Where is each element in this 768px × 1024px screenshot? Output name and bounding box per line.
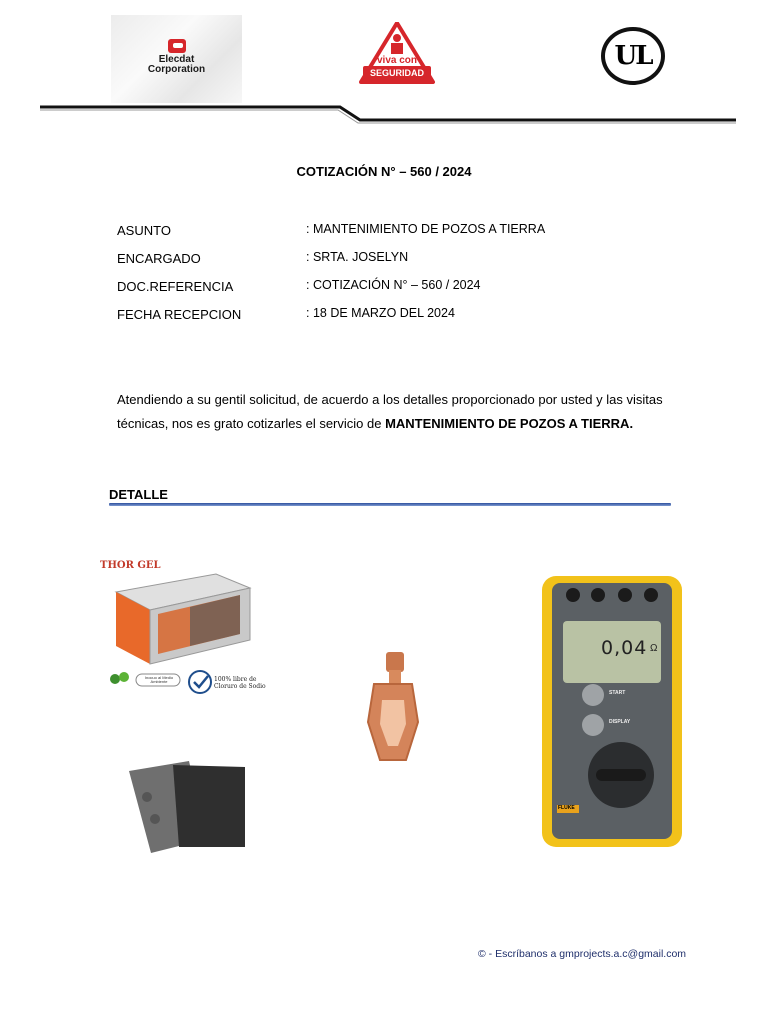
intro-paragraph — [117, 388, 677, 436]
elecdat-logo-line2: Corporation — [147, 64, 206, 75]
ul-logo-text: UL — [614, 41, 652, 71]
elecdat-logo-line1: Elecdat — [158, 54, 195, 65]
safety-logo-line1: viva con — [376, 55, 418, 66]
copper-clamp-image — [360, 650, 426, 770]
field-label-doc-referencia: DOC.REFERENCIA — [117, 279, 234, 294]
elecdat-logo — [111, 15, 242, 103]
field-value-fecha-recepcion: : 18 DE MARZO DEL 2024 — [306, 306, 455, 320]
meter-start-label: START — [609, 690, 626, 696]
header-divider — [40, 104, 740, 128]
section-underline — [109, 503, 671, 506]
sandpaper-icon — [125, 757, 249, 855]
safety-logo-line2: SEGURIDAD — [363, 66, 431, 80]
meter-unit: Ω — [650, 643, 658, 654]
copper-clamp-icon — [360, 650, 426, 770]
field-value-asunto: : MANTENIMIENTO DE POZOS A TIERRA — [306, 222, 546, 236]
intro-text: Atendiendo a su gentil solicitud, de acuerdo a los detalles proporcionado por usted y las visitas técnicas, nos es grato cotizarles el servicio de — [117, 392, 663, 431]
field-label-fecha-recepcion: FECHA RECEPCION — [117, 307, 242, 322]
thorgel-brand: THOR GEL — [100, 560, 161, 571]
meter-brand: FLUKE — [558, 805, 575, 811]
thorgel-badge-cloruro: 100% libre de Cloruro de Sodio — [214, 676, 266, 690]
field-value-encargado: : SRTA. JOSELYN — [306, 250, 409, 264]
section-title-detalle: DETALLE — [109, 487, 168, 502]
sandpaper-image — [125, 757, 249, 855]
fluke-meter-image — [541, 575, 683, 848]
field-value-doc-referencia: : COTIZACIÓN N° – 560 / 2024 — [306, 278, 481, 292]
meter-display-label: DISPLAY — [609, 719, 631, 725]
field-label-asunto: ASUNTO — [117, 223, 171, 238]
thorgel-product-image — [98, 552, 274, 700]
meter-reading: 0,04 — [601, 637, 648, 659]
thorgel-badge-ambiente: Inocuo al Medio Ambiente — [144, 675, 174, 684]
document-title: COTIZACIÓN N° – 560 / 2024 — [296, 164, 472, 179]
elecdat-mark-icon — [168, 39, 186, 53]
intro-bold-text: MANTENIMIENTO DE POZOS A TIERRA. — [385, 416, 634, 431]
ul-logo — [601, 27, 665, 85]
viva-con-seguridad-logo — [359, 22, 435, 84]
footer-contact: © - Escríbanos a gmprojects.a.c@gmail.com — [478, 948, 687, 960]
field-label-encargado: ENCARGADO — [117, 251, 201, 266]
